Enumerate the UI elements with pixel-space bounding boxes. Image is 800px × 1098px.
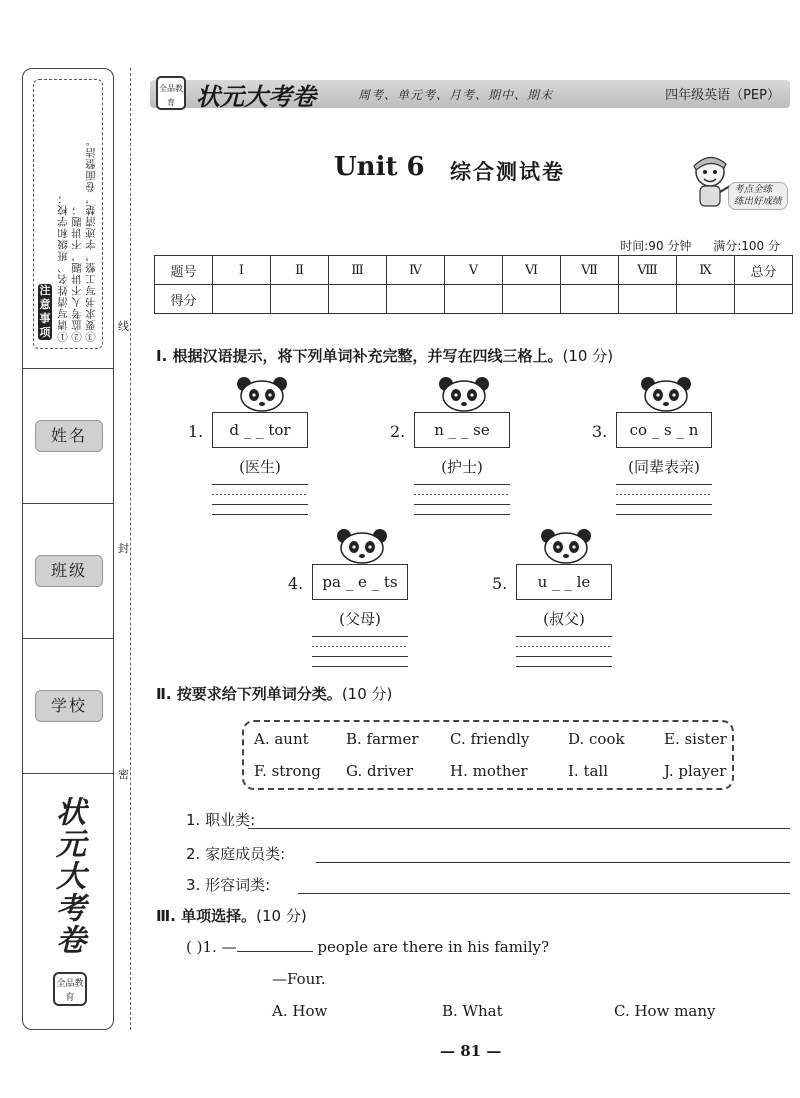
score-header: Ⅵ	[503, 256, 561, 285]
word-box: co _ s _ n	[616, 412, 712, 448]
item-number: 3.	[592, 422, 608, 441]
score-cell[interactable]	[619, 285, 677, 314]
section-2-points: (10 分)	[341, 685, 393, 703]
section-3-text: Ⅲ. 单项选择。	[156, 907, 257, 925]
exam-time: 时间:90 分钟	[620, 239, 692, 253]
test-title: 综合测试卷	[450, 160, 565, 184]
answer-line[interactable]	[298, 876, 790, 894]
score-cell[interactable]	[387, 285, 445, 314]
note-line: ③要求书写工整，字迹清楚，卷面整洁。	[85, 135, 97, 342]
unit-title: Unit 6	[334, 152, 425, 182]
class-cell[interactable]	[23, 505, 113, 639]
word-hint: (叔父)	[543, 610, 585, 628]
question-prefix: 1. —	[202, 938, 237, 956]
writing-lines[interactable]	[516, 636, 612, 676]
side-brand: 状元大考卷	[50, 796, 85, 956]
school-cell[interactable]	[23, 640, 113, 774]
category-family	[186, 843, 285, 864]
notes-title: 注意事项	[39, 284, 51, 339]
notes-box	[33, 79, 103, 349]
section-1-text: Ⅰ. 根据汉语提示，将下列单词补充完整，并写在四线三格上。	[156, 347, 563, 365]
item-number: 4.	[288, 574, 304, 593]
section-2-text: Ⅱ. 按要求给下列单词分类。	[156, 685, 342, 703]
item-number: 5.	[492, 574, 508, 593]
panda-icon	[336, 528, 388, 564]
score-header: Ⅲ	[329, 256, 387, 285]
name-label: 姓名	[35, 420, 103, 452]
word-option: J. player	[664, 762, 727, 780]
note-line: ①请写清姓名、班级和学校；	[57, 192, 69, 342]
score-header: 总分	[735, 256, 793, 285]
category-jobs	[186, 809, 255, 830]
binding-strip	[22, 68, 114, 1030]
word-box: u _ _ le	[516, 564, 612, 600]
word-hint: (护士)	[441, 458, 483, 476]
score-row	[155, 285, 793, 314]
category-adjectives	[186, 874, 270, 895]
panda-icon	[640, 376, 692, 412]
section-1-points: (10 分)	[562, 347, 614, 365]
score-cell[interactable]	[677, 285, 735, 314]
school-label: 学校	[35, 690, 103, 722]
score-cell[interactable]	[329, 285, 387, 314]
question-1	[186, 938, 549, 956]
section-1-title	[156, 345, 613, 366]
side-badge: 全品教育	[53, 972, 87, 1006]
score-cell[interactable]	[213, 285, 271, 314]
word-option: A. aunt	[254, 730, 309, 748]
word-option: I. tall	[568, 762, 609, 780]
answer-paren[interactable]: ( )	[186, 938, 203, 956]
score-cell[interactable]	[271, 285, 329, 314]
score-header: Ⅰ	[213, 256, 271, 285]
word-box: pa _ e _ ts	[312, 564, 408, 600]
note-line: ②监考人不讲题，不讲题；	[71, 204, 83, 342]
section-3-title	[156, 905, 307, 926]
score-row-label: 得分	[155, 285, 213, 314]
cut-mark-dense: 密	[118, 768, 129, 781]
header-subtitle: 周考、单元考、月考、期中、期末	[358, 88, 554, 102]
score-cell[interactable]	[735, 285, 793, 314]
word-bank	[242, 720, 734, 790]
writing-lines[interactable]	[312, 636, 408, 676]
cut-mark-seal: 封	[118, 542, 129, 555]
writing-lines[interactable]	[212, 484, 308, 524]
word-option: C. friendly	[450, 730, 530, 748]
word-hint: (同辈表亲)	[628, 458, 700, 476]
score-header: Ⅱ	[271, 256, 329, 285]
word-box: n _ _ se	[414, 412, 510, 448]
side-logo	[23, 776, 113, 1031]
cut-line	[130, 68, 131, 1030]
word-option: B. farmer	[346, 730, 419, 748]
mascot-tag-line: 练出好成绩	[734, 196, 782, 207]
score-header: Ⅳ	[387, 256, 445, 285]
score-cell[interactable]	[561, 285, 619, 314]
mascot-tag	[728, 182, 788, 210]
item-number: 2.	[390, 422, 406, 441]
page-header	[150, 76, 790, 112]
section-2-title	[156, 683, 392, 704]
word-option: D. cook	[568, 730, 625, 748]
answer-line[interactable]	[248, 811, 790, 829]
score-table	[154, 255, 793, 314]
option-a[interactable]: A. How	[272, 1002, 328, 1020]
page-number: — 81 —	[440, 1042, 502, 1060]
item-number: 1.	[188, 422, 204, 441]
option-c[interactable]: C. How many	[614, 1002, 716, 1020]
word-option: E. sister	[664, 730, 727, 748]
score-header: 题号	[155, 256, 213, 285]
writing-lines[interactable]	[414, 484, 510, 524]
word-option: F. strong	[254, 762, 321, 780]
cut-mark-line: 线	[118, 320, 129, 333]
word-hint: (医生)	[239, 458, 281, 476]
answer-line[interactable]	[316, 845, 790, 863]
question-blank[interactable]	[237, 938, 313, 952]
category-label: 3. 形容词类:	[186, 876, 271, 894]
category-label: 2. 家庭成员类:	[186, 845, 286, 863]
panda-icon	[236, 376, 288, 412]
score-header: Ⅷ	[619, 256, 677, 285]
exam-meta	[602, 237, 780, 254]
class-label: 班级	[35, 555, 103, 587]
option-b[interactable]: B. What	[442, 1002, 503, 1020]
score-cell[interactable]	[445, 285, 503, 314]
header-grade: 四年级英语（PEP）	[665, 88, 780, 103]
header-brand: 状元大考卷	[196, 83, 316, 111]
notes-area	[23, 69, 113, 369]
score-header: Ⅶ	[561, 256, 619, 285]
category-label: 1. 职业类:	[186, 811, 256, 829]
name-cell[interactable]	[23, 370, 113, 504]
panda-icon	[540, 528, 592, 564]
score-header-row	[155, 256, 793, 285]
question-text: people are there in his family?	[317, 938, 550, 956]
score-header: Ⅸ	[677, 256, 735, 285]
word-option: G. driver	[346, 762, 414, 780]
section-3-points: (10 分)	[256, 907, 307, 925]
panda-icon	[438, 376, 490, 412]
word-option: H. mother	[450, 762, 528, 780]
word-hint: (父母)	[339, 610, 381, 628]
exam-full-score: 满分:100 分	[713, 239, 780, 253]
word-box: d _ _ tor	[212, 412, 308, 448]
notes-text	[56, 86, 98, 342]
question-1-answer: —Four.	[272, 970, 326, 988]
header-logo: 全品教育	[156, 76, 186, 110]
score-cell[interactable]	[503, 285, 561, 314]
writing-lines[interactable]	[616, 484, 712, 524]
mascot-tag-line: 考点全练	[734, 184, 773, 195]
score-header: Ⅴ	[445, 256, 503, 285]
